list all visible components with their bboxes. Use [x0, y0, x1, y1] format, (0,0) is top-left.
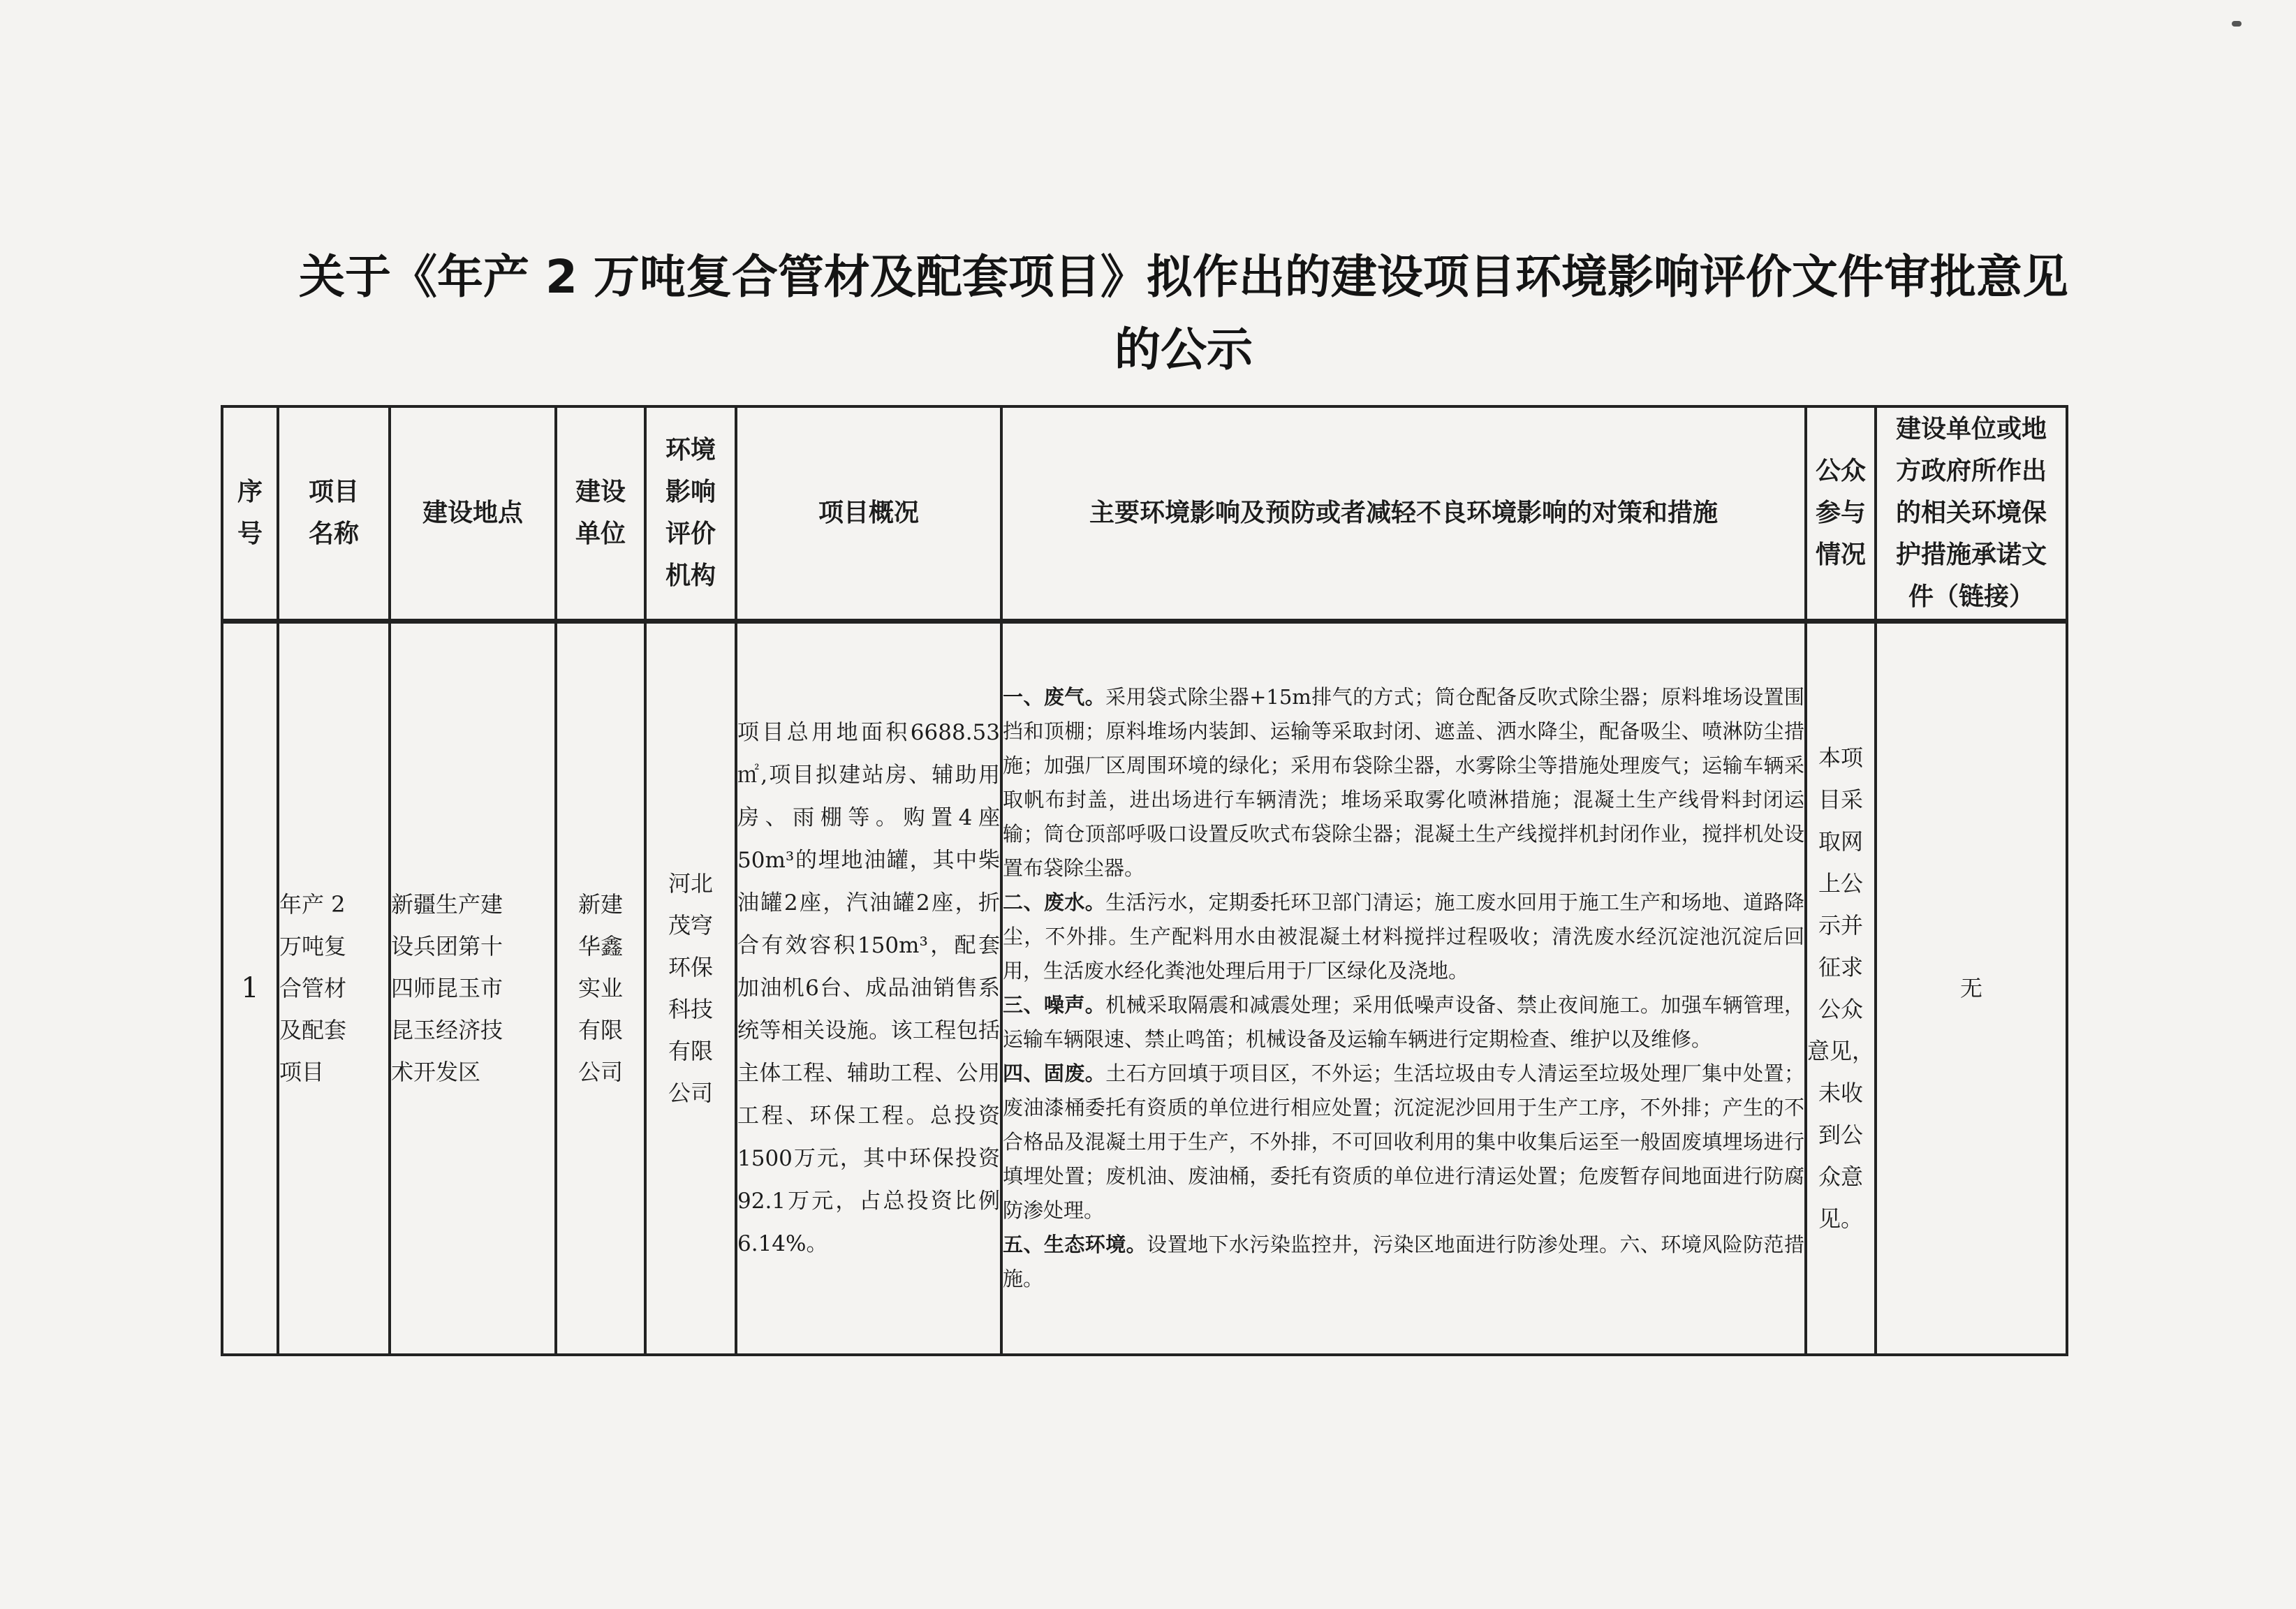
cell-seq: 1 — [222, 621, 278, 1355]
header-commitment: 建设单位或地 方政府所作出 的相关环境保 护措施承诺文 件（链接） — [1876, 406, 2067, 621]
ink-mark — [2232, 21, 2242, 27]
cell-location: 新疆生产建 设兵团第十 四师昆玉市 昆玉经济技 术开发区 — [390, 621, 556, 1355]
header-unit: 建设 单位 — [556, 406, 645, 621]
header-row — [222, 406, 2067, 621]
measure-air: 采用袋式除尘器+15m排气的方式；筒仓配备反吹式除尘器；原料堆场设置围挡和顶棚；原料堆场内装卸、运输等采取封闭、遮盖、洒水降尘，配备吸尘、喷淋防尘措施；加强厂区周围环境的绿化；采用布袋除尘器，水雾除尘等措施处理废气；运输车辆采取帆布封盖，进出场进行车辆清洗；堆场采取雾化喷淋措施；混凝土生产线骨料封闭运输；筒仓顶部呼吸口设置反吹式布袋除尘器；混凝土生产线搅拌机封闭作业，搅拌机处设置布袋除尘器。 — [1003, 685, 1804, 881]
measure-water-label: 二、废水。 — [1003, 890, 1106, 915]
header-project-name: 项目 名称 — [278, 406, 390, 621]
measure-eco-label: 五、生态环境。 — [1003, 1233, 1147, 1257]
measure-air-label: 一、废气。 — [1003, 685, 1106, 710]
cell-measures — [1001, 621, 1806, 1355]
cell-unit: 新建 华鑫 实业 有限 公司 — [556, 621, 645, 1355]
measure-solid: 土石方回填于项目区，不外运；生活垃圾由专人清运至垃圾处理厂集中处置；废油漆桶委托有资质的单位进行相应处置；沉淀泥沙回用于生产工序，不外排；产生的不合格品及混凝土用于生产，不外排，不可回收利用的集中收集后运至一般固废填埋场进行填埋处置；废机油、废油桶，委托有资质的单位进行清运处置；危废暂存间地面进行防腐防渗处理。 — [1003, 1061, 1804, 1223]
document-title — [140, 241, 2228, 386]
header-overview: 项目概况 — [736, 406, 1001, 621]
header-public: 公众 参与 情况 — [1806, 406, 1876, 621]
header-measures: 主要环境影响及预防或者减轻不良环境影响的对策和措施 — [1001, 406, 1806, 621]
cell-overview: 项目总用地面积6688.53㎡,项目拟建站房、辅助用房、雨棚等。购置4座50m³的埋地油罐，其中柴油罐2座，汽油罐2座，折合有效容积150m³，配套加油机6台、成品油销售系统等相关设施。该工程包括主体工程、辅助工程、公用工程、环保工程。总投资1500万元，其中环保投资92.1万元，占总投资比例6.14%。 — [736, 621, 1001, 1355]
table-row — [222, 621, 2067, 1355]
cell-commitment: 无 — [1876, 621, 2067, 1355]
header-location: 建设地点 — [390, 406, 556, 621]
title-line-1: 关于《年产 2 万吨复合管材及配套项目》拟作出的建设项目环境影响评价文件审批意见 — [299, 250, 2068, 304]
header-seq: 序 号 — [222, 406, 278, 621]
title-line-2: 的公示 — [1114, 323, 1253, 376]
measure-noise-label: 三、噪声。 — [1003, 993, 1106, 1017]
measure-noise: 机械采取隔震和减震处理；采用低噪声设备、禁止夜间施工。加强车辆管理，运输车辆限速、禁止鸣笛；机械设备及运输车辆进行定期检查、维护以及维修。 — [1003, 993, 1804, 1052]
measure-eco: 设置地下水污染监控井，污染区地面进行防渗处理。六、环境风险防范措施。 — [1003, 1233, 1804, 1291]
measure-water: 生活污水，定期委托环卫部门清运；施工废水回用于施工生产和场地、道路降尘，不外排。生产配料用水由被混凝土材料搅拌过程吸收；清洗废水经沉淀池沉淀后回用，生活废水经化粪池处理后用于厂区绿化及浇地。 — [1003, 890, 1804, 983]
approval-table — [221, 405, 2068, 1356]
cell-public: 本项 目采 取网 上公 示并 征求 公众 意见， 未收 到公 众意 见。 — [1806, 621, 1876, 1355]
cell-agency: 河北 茂穹 环保 科技 有限 公司 — [645, 621, 736, 1355]
measure-solid-label: 四、固废。 — [1003, 1061, 1106, 1086]
header-agency: 环境 影响 评价 机构 — [645, 406, 736, 621]
cell-project-name: 年产 2 万吨复 合管材 及配套 项目 — [278, 621, 390, 1355]
